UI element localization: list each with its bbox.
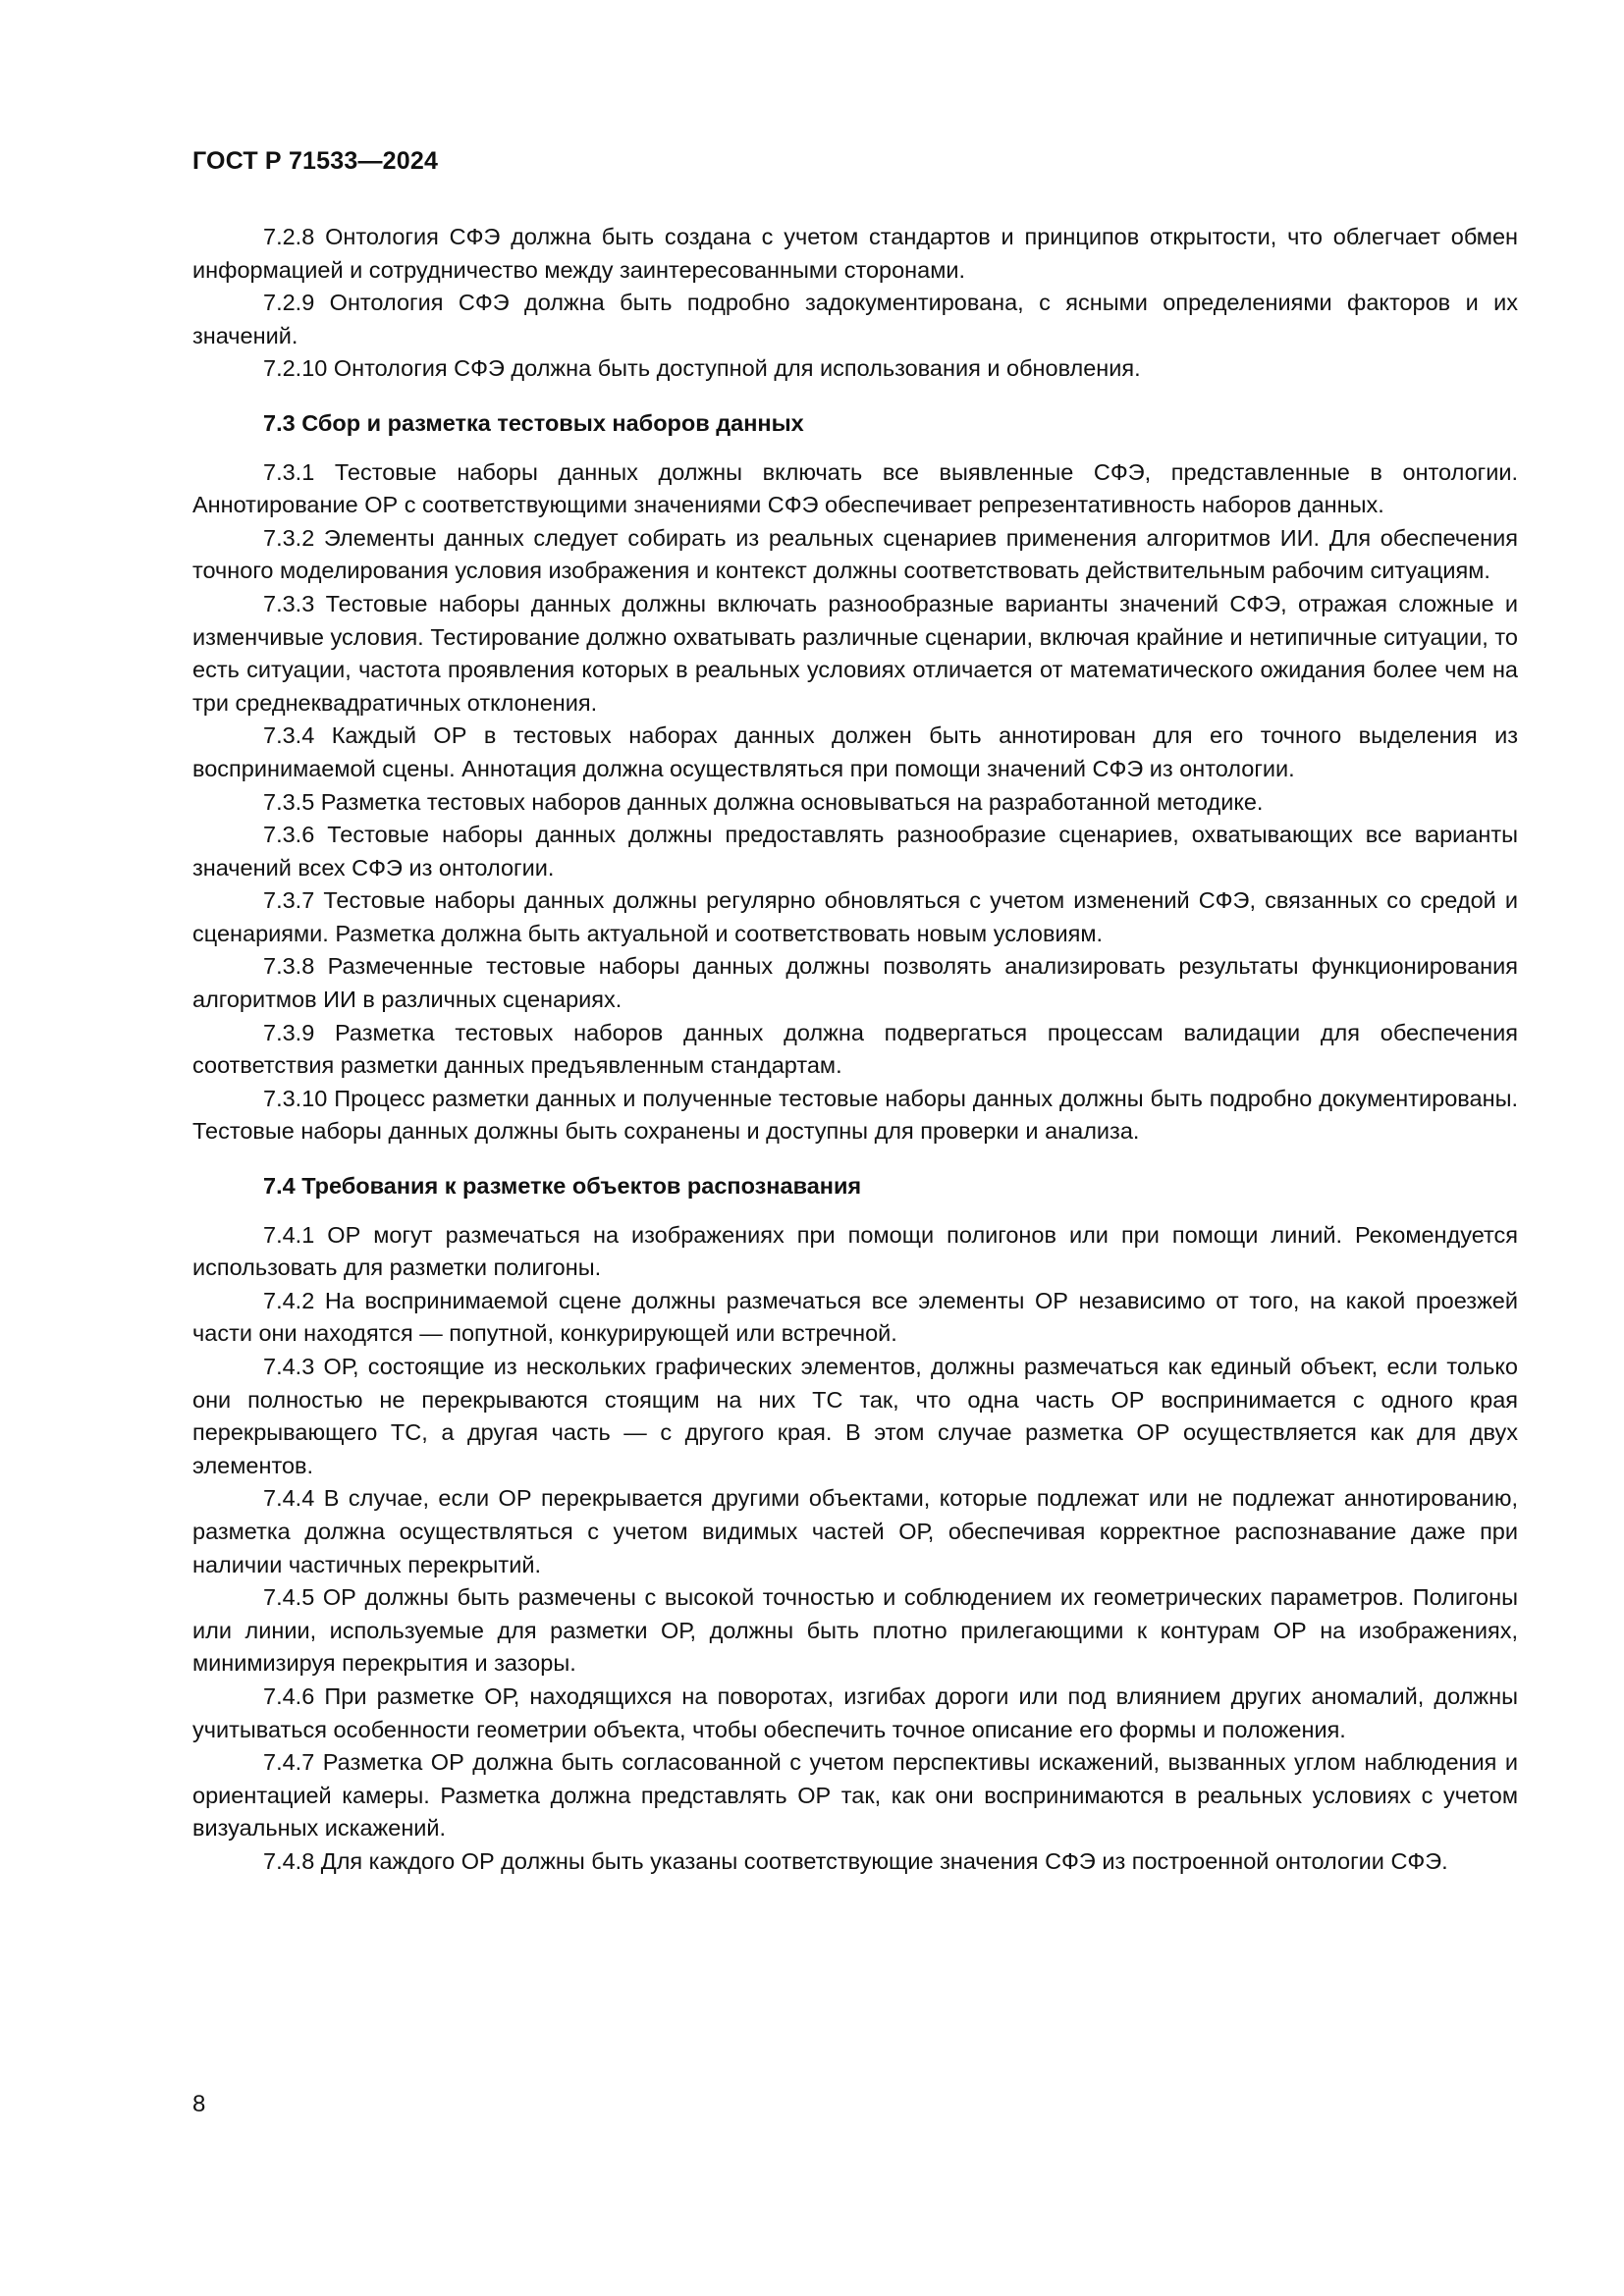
paragraph-7-4-6: 7.4.6 При разметке ОР, находящихся на поворотах, изгибах дороги или под влиянием других аномалий, должны учитываться особенности геометрии объекта, чтобы обеспечить точное описание его формы и положения. <box>192 1682 1518 1742</box>
page-number: 8 <box>192 2091 206 2117</box>
document-body <box>192 221 1518 1879</box>
paragraph-7-3-1: 7.3.1 Тестовые наборы данных должны включать все выявленные СФЭ, представленные в онтологии. Аннотирование ОР с соответствующими значениями СФЭ обеспечивает репрезентативность наборов данных. <box>192 458 1518 518</box>
paragraph-7-4-8: 7.4.8 Для каждого ОР должны быть указаны соответствующие значения СФЭ из построенной онтологии СФЭ. <box>263 1847 1448 1874</box>
paragraph-7-4-1: 7.4.1 ОР могут размечаться на изображениях при помощи полигонов или при помощи линий. Рекомендуется использовать для разметки полигоны. <box>192 1221 1518 1281</box>
paragraph-7-3-5: 7.3.5 Разметка тестовых наборов данных должна основываться на разработанной методике. <box>263 788 1264 815</box>
paragraph-7-4-2: 7.4.2 На воспринимаемой сцене должны размечаться все элементы ОР независимо от того, на какой проезжей части они находятся — попутной, конкурирующей или встречной. <box>192 1287 1518 1347</box>
document-header-code: ГОСТ Р 71533—2024 <box>192 147 439 175</box>
paragraph-7-4-5: 7.4.5 ОР должны быть размечены с высокой точностью и соблюдением их геометрических параметров. Полигоны или линии, используемые для разметки ОР, должны быть плотно прилегающими к контурам ОР на изображениях, минимизируя перекрытия и зазоры. <box>192 1584 1518 1677</box>
section-heading-7-3: 7.3 Сбор и разметка тестовых наборов данных <box>263 409 804 436</box>
paragraph-7-3-8: 7.3.8 Размеченные тестовые наборы данных должны позволять анализировать результаты функционирования алгоритмов ИИ в различных сценариях. <box>192 953 1518 1013</box>
paragraph-7-3-10: 7.3.10 Процесс разметки данных и полученные тестовые наборы данных должны быть подробно документированы. Тестовые наборы данных должны быть сохранены и доступны для проверки и анализа. <box>192 1085 1518 1145</box>
paragraph-7-4-4: 7.4.4 В случае, если ОР перекрывается другими объектами, которые подлежат или не подлежат аннотированию, разметка должна осуществляться с учетом видимых частей ОР, обеспечивая корректное распознавание даже при наличии частичных перекрытий. <box>192 1485 1518 1577</box>
paragraph-7-2-10: 7.2.10 Онтология СФЭ должна быть доступной для использования и обновления. <box>263 355 1141 382</box>
paragraph-7-4-3: 7.4.3 ОР, состоящие из нескольких графических элементов, должны размечаться как единый объект, если только они полностью не перекрываются стоящим на них ТС так, что одна часть ОР воспринимается с одного края перекрывающего ТС, а другая часть — с другого края. В этом случае разметка ОР осуществляется как для двух элементов. <box>192 1354 1518 1478</box>
paragraph-7-4-7: 7.4.7 Разметка ОР должна быть согласованной с учетом перспективы искажений, вызванных углом наблюдения и ориентацией камеры. Разметка должна представлять ОР так, как они воспринимаются в реальных условиях с учетом визуальных искажений. <box>192 1749 1518 1842</box>
paragraph-7-3-4: 7.3.4 Каждый ОР в тестовых наборах данных должен быть аннотирован для его точного выделения из воспринимаемой сцены. Аннотация должна осуществляться при помощи значений СФЭ из онтологии. <box>192 722 1518 781</box>
paragraph-7-2-8: 7.2.8 Онтология СФЭ должна быть создана с учетом стандартов и принципов открытости, что облегчает обмен информацией и сотрудничество между заинтересованными сторонами. <box>192 224 1518 283</box>
paragraph-7-3-3: 7.3.3 Тестовые наборы данных должны включать разнообразные варианты значений СФЭ, отражая сложные и изменчивые условия. Тестирование должно охватывать различные сценарии, включая крайние и нетипичные ситуации, то есть ситуации, частота проявления которых в реальных условиях отличается от математического ожидания более чем на три среднеквадратичных отклонения. <box>192 590 1518 716</box>
paragraph-7-3-6: 7.3.6 Тестовые наборы данных должны предоставлять разнообразие сценариев, охватывающих все варианты значений всех СФЭ из онтологии. <box>192 822 1518 881</box>
paragraph-7-3-7: 7.3.7 Тестовые наборы данных должны регулярно обновляться с учетом изменений СФЭ, связанных со средой и сценариями. Разметка должна быть актуальной и соответствовать новым условиям. <box>192 887 1518 946</box>
paragraph-7-3-9: 7.3.9 Разметка тестовых наборов данных должна подвергаться процессам валидации для обеспечения соответствия разметки данных предъявленным стандартам. <box>192 1019 1518 1079</box>
paragraph-7-3-2: 7.3.2 Элементы данных следует собирать из реальных сценариев применения алгоритмов ИИ. Для обеспечения точного моделирования условия изображения и контекст должны соответствовать действительным рабочим ситуациям. <box>192 524 1518 584</box>
section-heading-7-4: 7.4 Требования к разметке объектов распознавания <box>263 1173 862 1200</box>
paragraph-7-2-9: 7.2.9 Онтология СФЭ должна быть подробно задокументирована, с ясными определениями факторов и их значений. <box>192 290 1518 348</box>
